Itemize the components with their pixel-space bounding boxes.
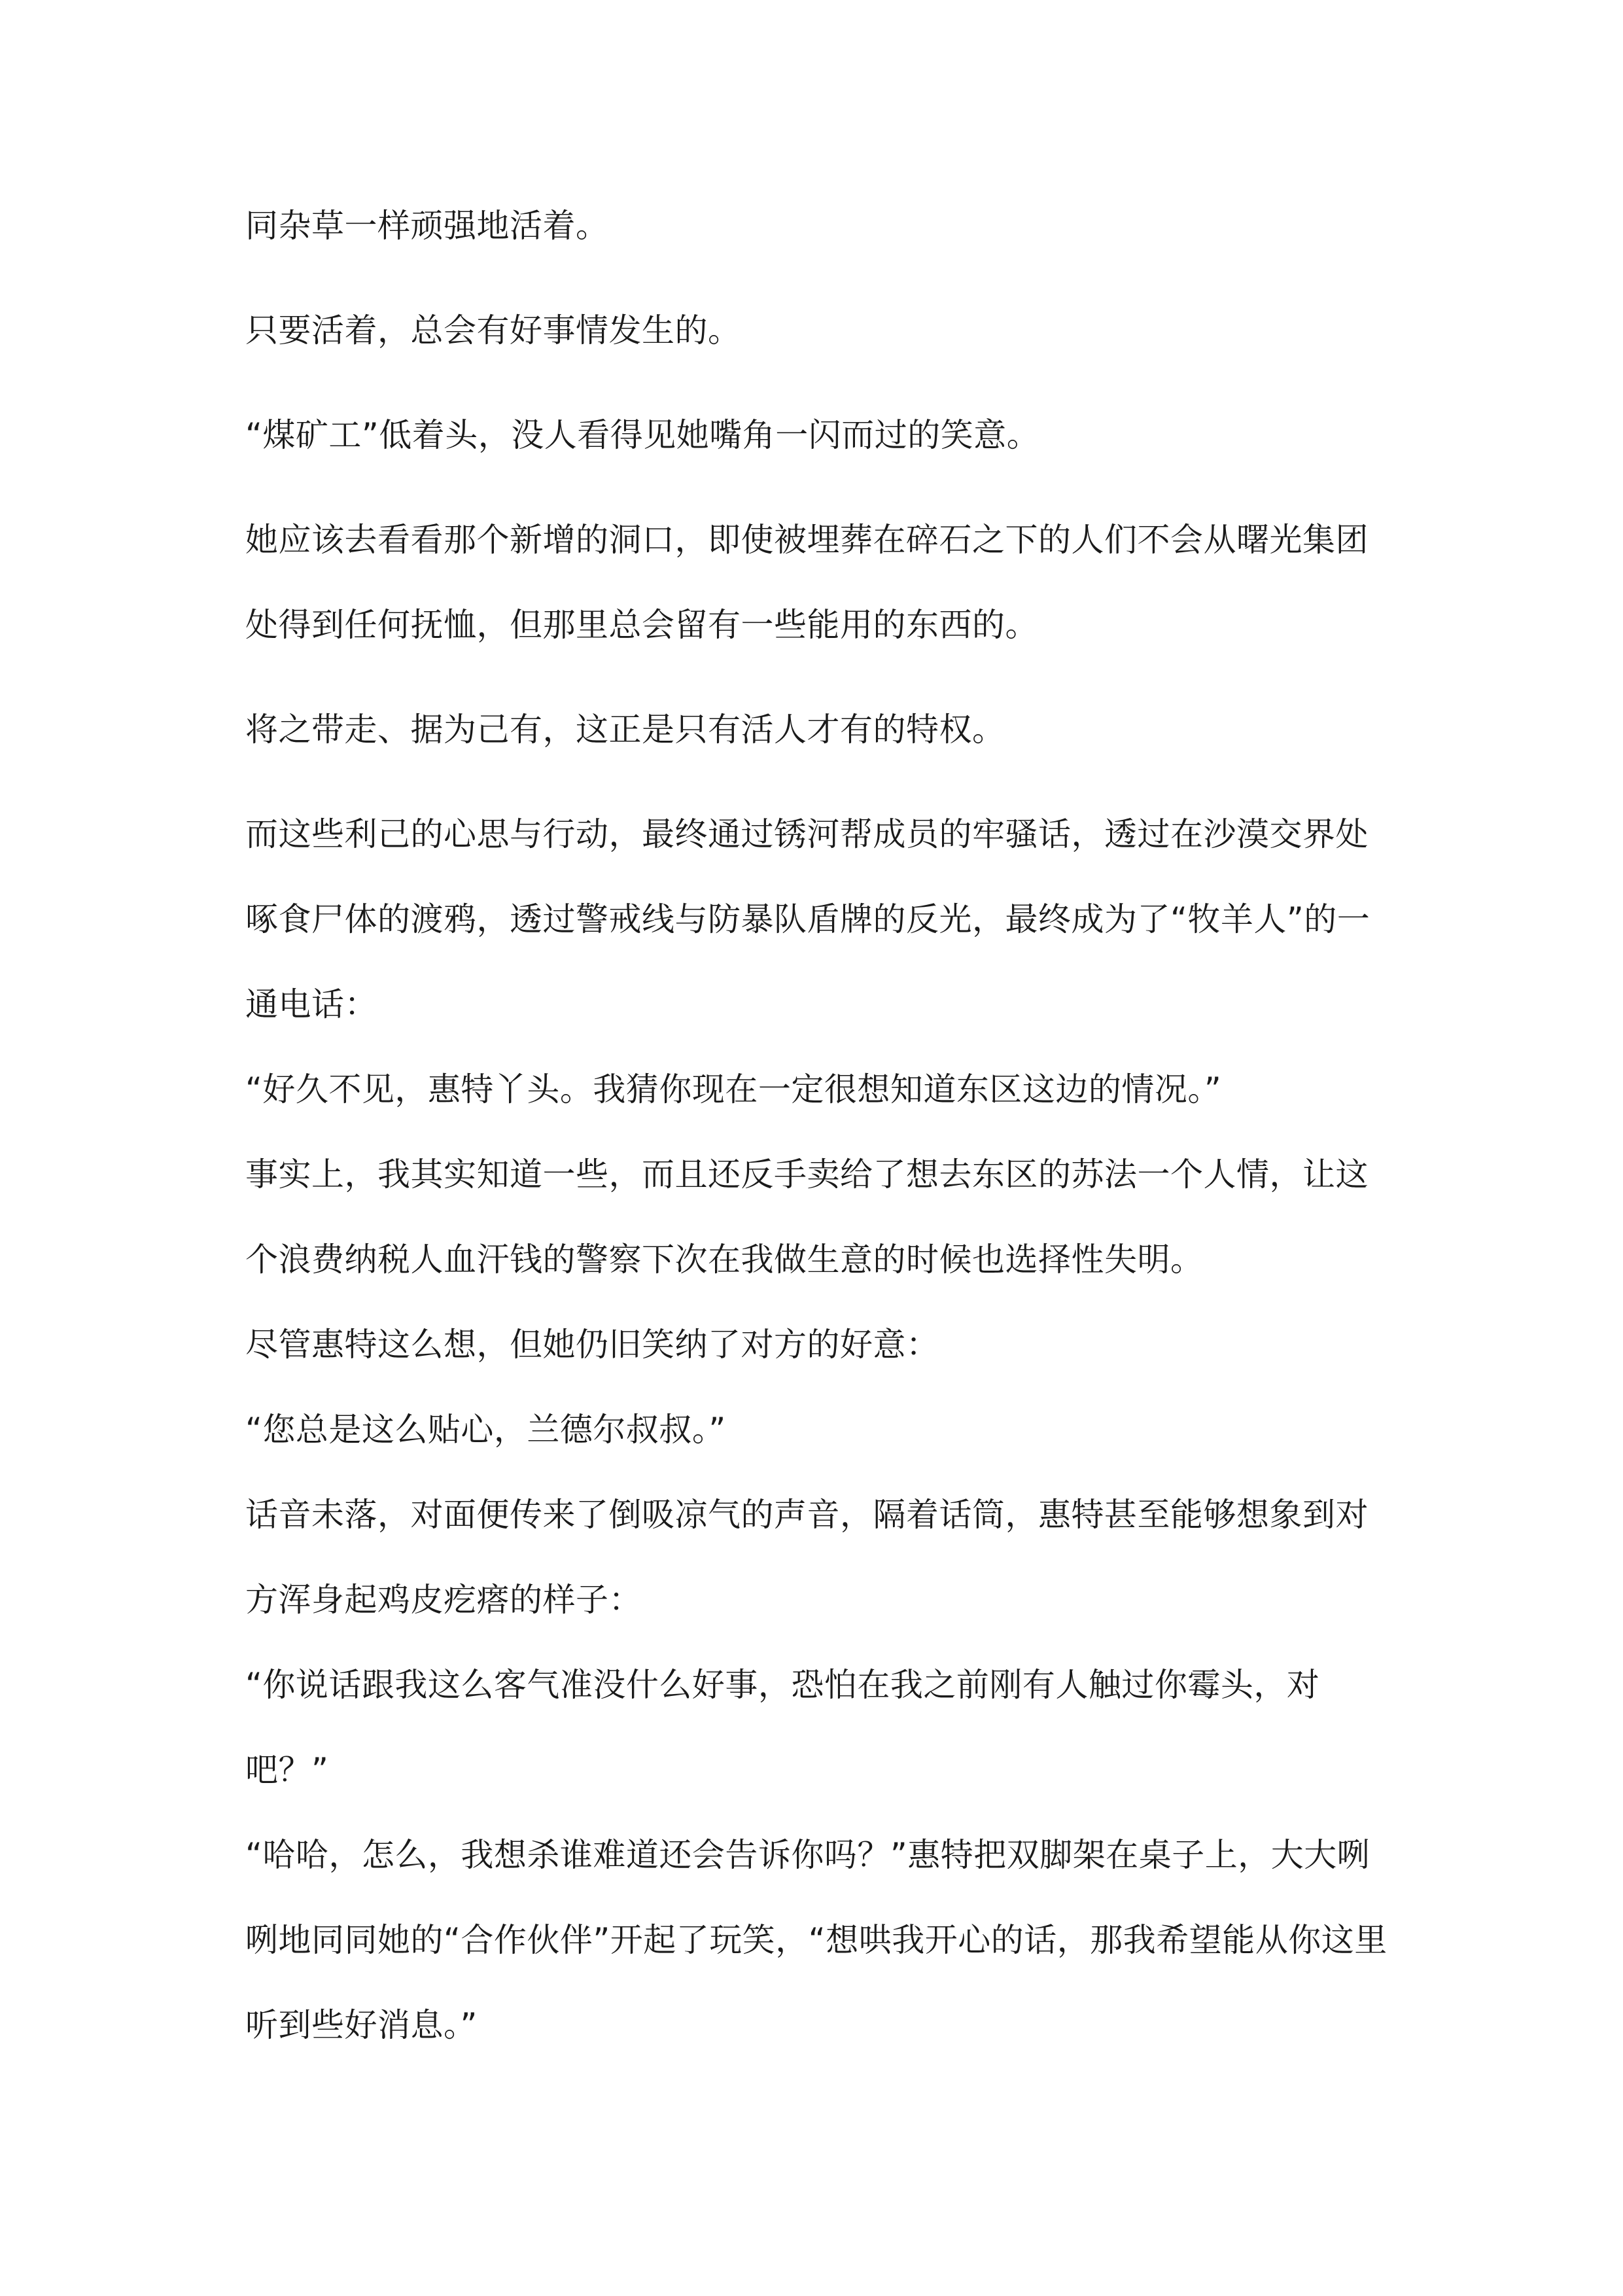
paragraph-10: “您总是这么贴心，兰德尔叔叔。”: [245, 1411, 726, 1449]
paragraph-3: “煤矿工”低着头，没人看得见她嘴角一闪而过的笑意。: [245, 416, 1040, 454]
paragraph-9: 尽管惠特这么想，但她仍旧笑纳了对方的好意：: [245, 1326, 939, 1364]
paragraph-8: 事实上，我其实知道一些，而且还反手卖给了想去东区的苏法一个人情，让这个浪费纳税人血汗钱的警察下次在我做生意的时候也选择性失明。: [245, 1156, 1369, 1279]
paragraph-6: 而这些利己的心思与行动，最终通过锈河帮成员的牢骚话，透过在沙漠交界处啄食尸体的渡鸦，透过警戒线与防暴队盾牌的反光，最终成为了“牧羊人”的一通电话：: [245, 815, 1370, 1023]
paragraph-5: 将之带走、据为己有，这正是只有活人才有的特权。: [245, 711, 1005, 749]
paragraph-11: 话音未落，对面便传来了倒吸凉气的声音，隔着话筒，惠特甚至能够想象到对方浑身起鸡皮疙瘩的样子：: [245, 1496, 1369, 1619]
body-text: [245, 183, 1397, 2068]
paragraph-12: “你说话跟我这么客气准没什么好事，恐怕在我之前刚有人触过你霉头，对吧？”: [245, 1666, 1320, 1789]
paragraph-4: 她应该去看看那个新增的洞口，即使被埋葬在碎石之下的人们不会从曙光集团处得到任何抚恤，但那里总会留有一些能用的东西的。: [245, 521, 1369, 644]
paragraph-2: 只要活着，总会有好事情发生的。: [245, 311, 741, 349]
paragraph-1: 同杂草一样顽强地活着。: [245, 207, 609, 245]
paragraph-13: “哈哈，怎么，我想杀谁难道还会告诉你吗？”惠特把双脚架在桌子上，大大咧咧地同同她的“合作伙伴”开起了玩笑，“想哄我开心的话，那我希望能从你这里听到些好消息。”: [245, 1836, 1387, 2044]
paragraph-7: “好久不见，惠特丫头。我猜你现在一定很想知道东区这边的情况。”: [245, 1070, 1222, 1108]
